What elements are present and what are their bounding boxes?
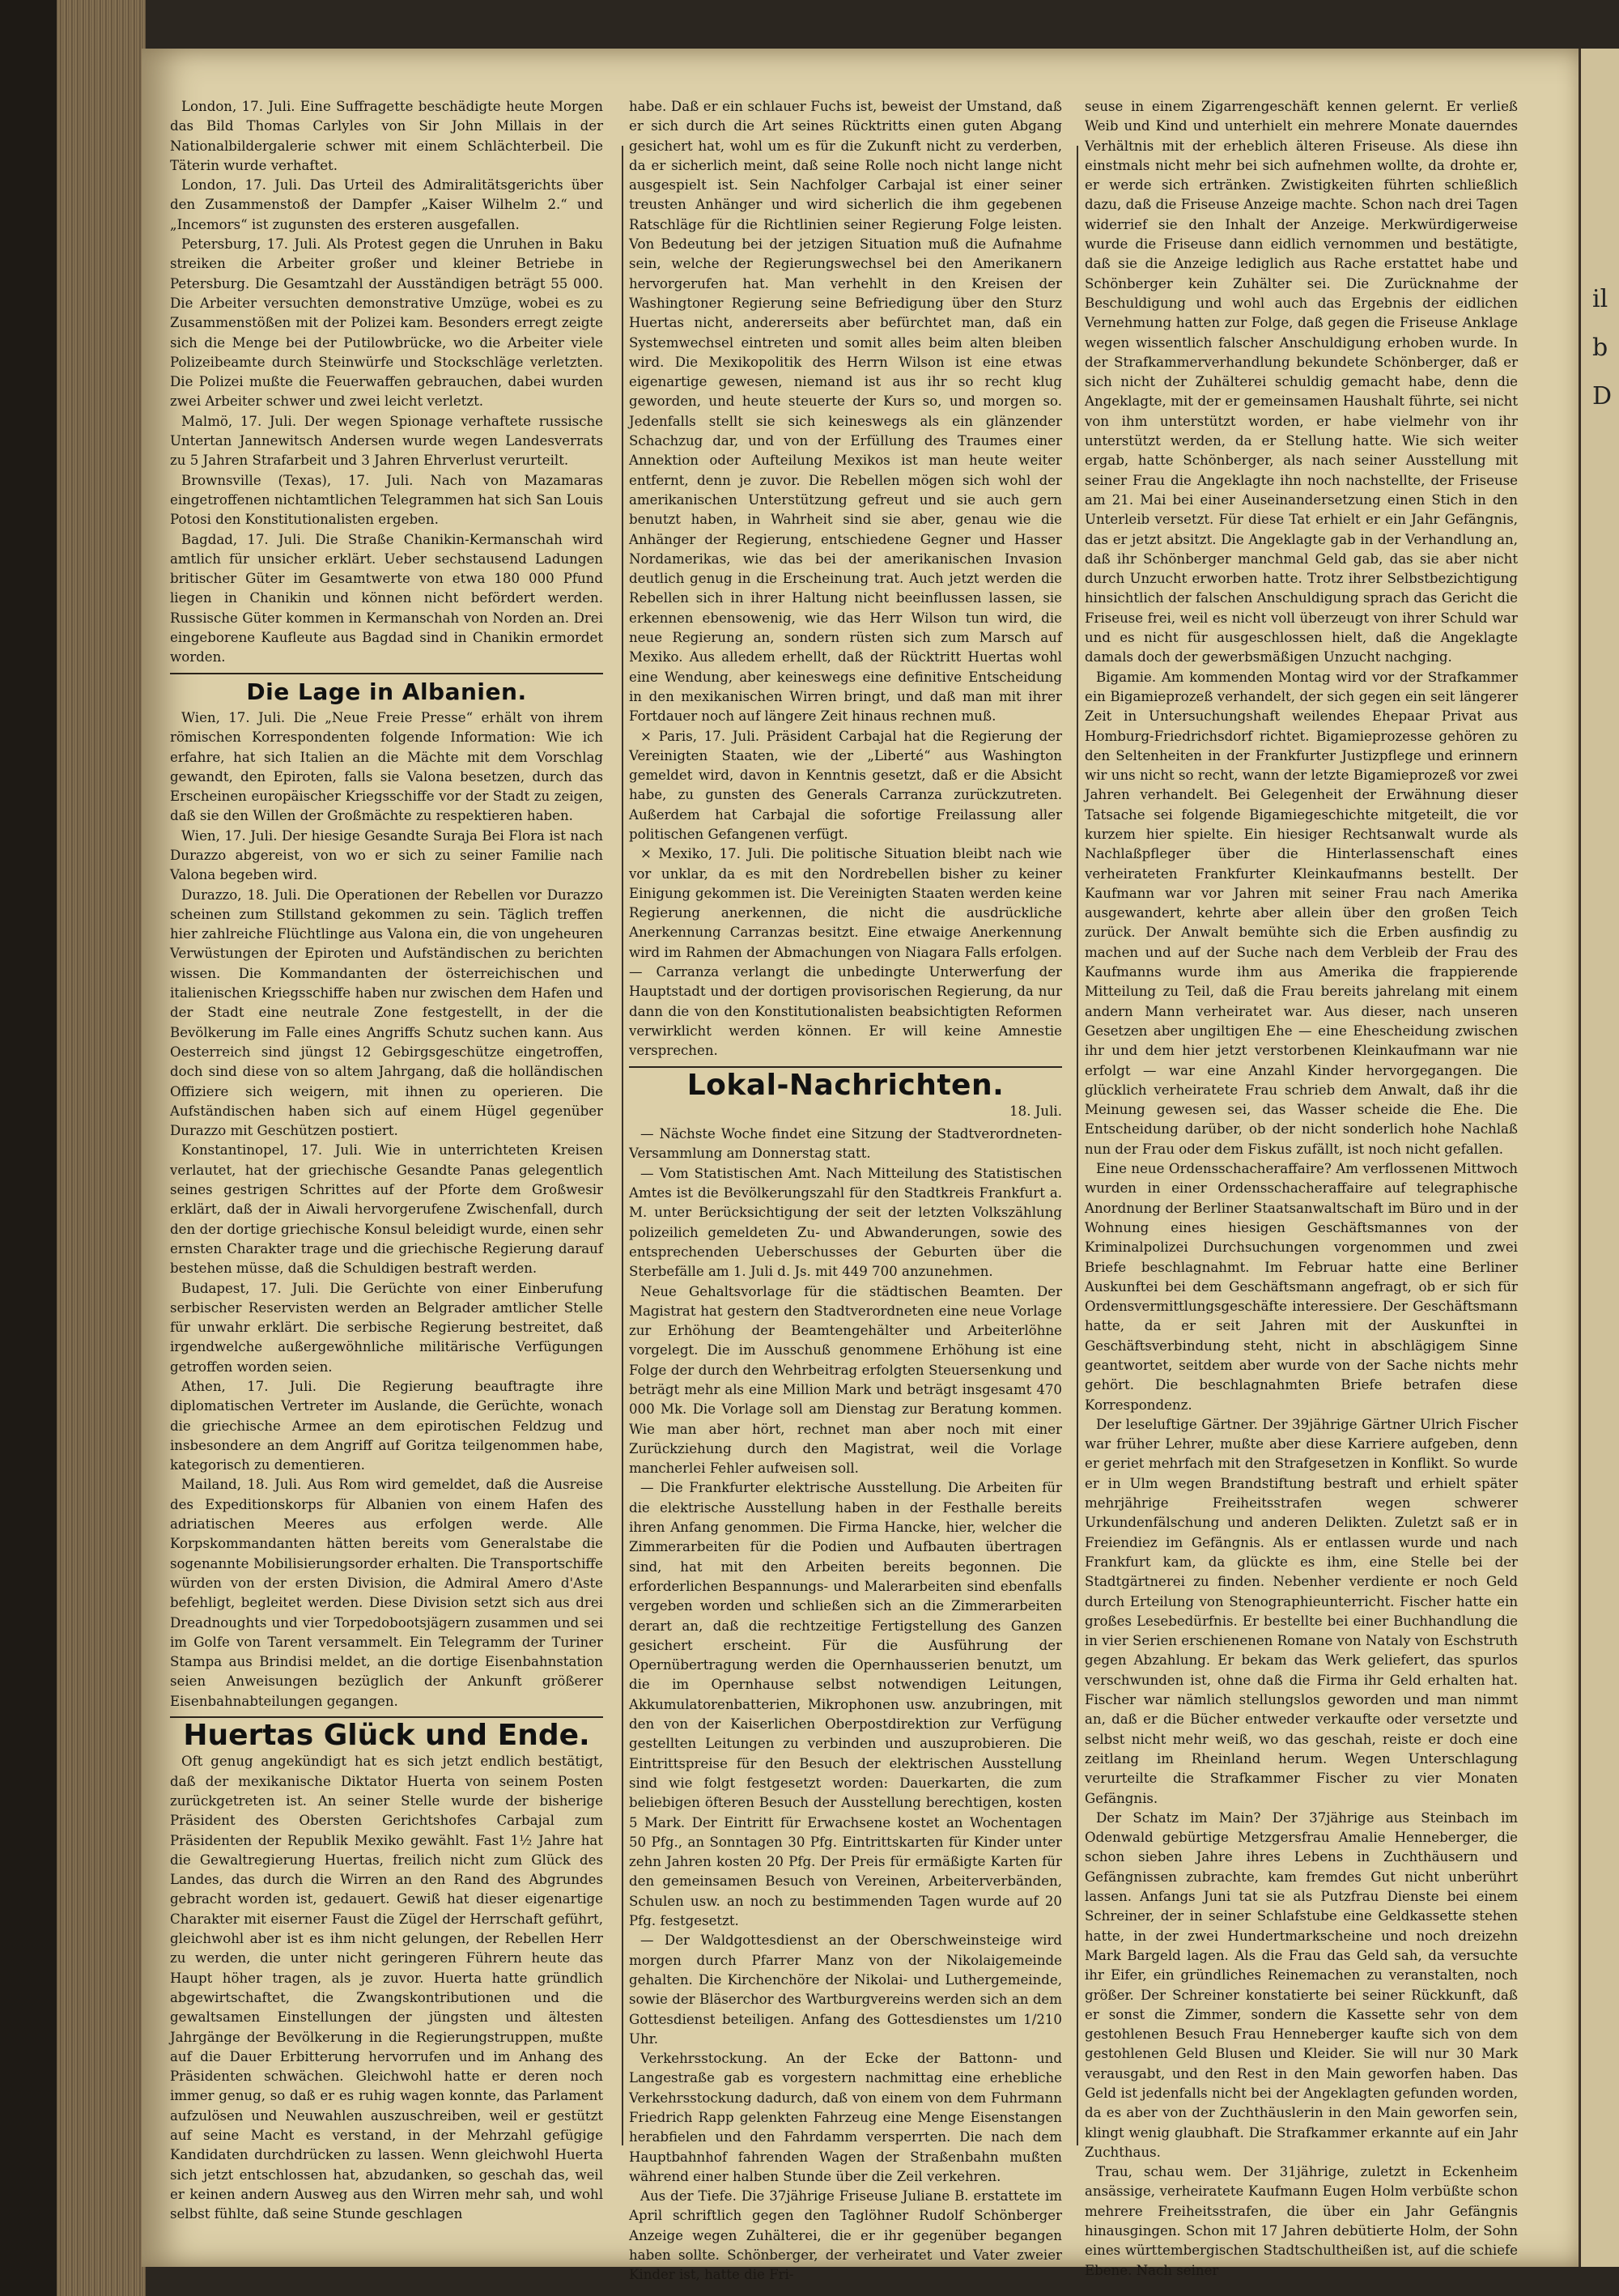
heading-lokal: Lokal-Nachrichten.	[686, 1068, 1005, 1102]
lokal-ordensschacher: Eine neue Ordensschacheraffaire? Am verflossenen Mittwoch wurden in einer Ordensschacheraffaire auf telegraphische Anordnung der Berliner Staatsanwaltschaft im Büro und in der Wohnung eines hiesigen Geschäftsmannes von der Kriminalpolizei Durchsuchungen vorgenommen und zwei Briefe beschlagnahmt. Im Februar hatte eine Berliner Auskunftei bei dem Geschäftsmann angefragt, ob er sich für Ordensvermittlungsgeschäfte interessiere. Der Geschäftsmann hatte, da er seit Jahren mit der Auskunftei in Geschäftsverbindung steht, nicht in abschlägigem Sinne geantwortet, seitdem aber wurde von der Sache nichts mehr gehört. Die beschlagnahmten Briefe betrafen diese Korrespondenz.	[1085, 1161, 1518, 1413]
news-mexiko: × Mexiko, 17. Juli. Die politische Situation bleibt nach wie vor unklar, da es mit den Nordrebellen bisher zu keiner Einigung gekommen ist. Die Vereinigten Staaten werden keine Regierung anerkennen, die nicht die ausdrückliche Anerkennung Carranzas besitzt. Eine etwaige Anerkennung wird im Rahmen der Abmachungen von Niagara Falls erfolgen. — Carranza verlangt die unbedingte Unterwerfung der Hauptstadt und der dortigen provisorischen Regierung, da nur dann die von den Konstitutionalisten beabsichtigten Reformen verwirklicht werden können. Er will keine Amnestie versprechen.	[629, 846, 1062, 1059]
albanien-durazzo: Durazzo, 18. Juli. Die Operationen der Rebellen vor Durazzo scheinen zum Stillstand gekommen zu sein. Täglich treffen hier zahlreiche Flüchtlinge aus Valona ein, die von ungeheuren Verwüstungen der Epiroten und Aufständischen zu berichten wissen. Die Kommandanten der österreichischen und italienischen Kriegsschiffe haben nur zwischen dem Hafen und der Stadt eine neutrale Zone festgestellt, in der die Bevölkerung im Falle eines Angriffs Schutz suchen kann. Aus Oesterreich sind jüngst 12 Gebirgsgeschütze eingetroffen, doch sind diese von so altem Jahrgang, daß die holländischen Offiziere sich weigern, mit ihnen zu operieren. Die Aufständischen haben sich auf einem Hügel gegenüber Durazzo mit Geschützen postiert.	[170, 887, 603, 1139]
news-paris: × Paris, 17. Juli. Präsident Carbajal hat die Regierung der Vereinigten Staaten, wie der „Liberté“ aus Washington gemeldet wird, davon in Kenntnis gesetzt, daß er die Absicht habe, zu gunsten des Generals Carranza zurückzutreten. Außerdem hat Carbajal die sofortige Freilassung aller politischen Gefangenen verfügt.	[629, 728, 1062, 842]
albanien-wien-2: Wien, 17. Juli. Der hiesige Gesandte Suraja Bei Flora ist nach Durazzo abgereist, von wo er sich zu seiner Familie nach Valona begeben wird.	[170, 827, 603, 883]
lokal-waldgottesdienst: — Der Waldgottesdienst an der Oberschweinsteige wird morgen durch Pfarrer Manz von der Nikolaigemeinde gehalten. Die Kirchenchöre der Nikolai- und Luthergemeinde, sowie der Bläserchor des Wartburgvereins werden sich an dem Gottesdienst beteiligen. Anfang des Gottesdienstes um 1/210 Uhr.	[629, 1932, 1062, 2047]
column-rule-2	[1077, 146, 1078, 2145]
heading-huerta: Huertas Glück und Ende.	[183, 1719, 590, 1753]
lokal-gaertner: Der leseluftige Gärtner. Der 39jährige Gärtner Ulrich Fischer war früher Lehrer, mußte aber diese Karriere aufgeben, denn er geriet mehrfach mit den Strafgesetzen in Konflikt. So wurde er in Ulm wegen Brandstiftung bestraft und erhielt später mehrjährige Freiheitsstrafen wegen schwerer Urkundenfälschung und anderen Delikten. Zuletzt saß er in Freiendiez im Gefängnis. Als er entlassen wurde und nach Frankfurt kam, da glückte es ihm, eine Stelle bei der Stadtgärtnerei zu finden. Nebenher verdiente er noch Geld durch Erteilung von Stenographieunterricht. Fischer hatte ein großes Lesebedürfnis. Er bestellte bei einer Buchhandlung die in vier Serien erschienenen Romane von Nataly von Eschstruth gegen Abzahlung. Er bekam das Werk geliefert, das spurlos verschwunden ist, ohne daß die Firma ihr Geld erhalten hat. Fischer war nämlich stellungslos geworden und man nimmt an, daß er die Bücher entweder verkaufte oder versetzte und selbst nicht mehr weiß, wo das geschah, reiste er doch eine zeitlang im Rheinland herum. Wegen Unterschlagung verurteilte die Strafkammer Fischer zu vier Monaten Gefängnis.	[1085, 1416, 1518, 1806]
lokal-verkehr: Verkehrsstockung. An der Ecke der Battonn- und Langestraße gab es vorgestern nachmittag eine erhebliche Verkehrsstockung dadurch, daß von einem von dem Fuhrmann Friedrich Rapp gelenkten Fahrzeug eine Menge Eisenstangen herabfielen und den Fahrdamm versperrten. Die nach dem Hauptbahnhof fahrenden Wagen der Straßenbahn mußten während einer halben Stunde über die Zeil verkehren.	[629, 2051, 1062, 2184]
news-malmoe: Malmö, 17. Juli. Der wegen Spionage verhaftete russische Untertan Jannewitsch Andersen wurde wegen Landesverrats zu 5 Jahren Strafarbeit und 3 Jahren Ehrverlust verurteilt.	[170, 413, 603, 469]
book-page-stack	[0, 0, 146, 2296]
news-london-1: London, 17. Juli. Eine Suffragette beschädigte heute Morgen das Bild Thomas Carlyles von Sir John Millais in der Nationalbildergalerie schwer mit einem Schlächterbeil. Die Täterin wurde verhaftet.	[170, 99, 603, 173]
column-1	[170, 97, 603, 2224]
lokal-sitzung: — Nächste Woche findet eine Sitzung der Stadtverordneten-Versammlung am Donnerstag statt.	[629, 1126, 1062, 1162]
news-bagdad: Bagdad, 17. Juli. Die Straße Chanikin-Kermanschah wird amtlich für unsicher erklärt. Ueber sechstausend Ladungen britischer Güter im Gesamtwerte von etwa 180 000 Pfund liegen in Chanikin und können nicht befördert werden. Russische Güter kommen in Kermanschah von Norden an. Drei eingeborene Kaufleute aus Bagdad sind in Chanikin ermordet worden.	[170, 531, 603, 665]
lokal-tiefe: Aus der Tiefe. Die 37jährige Friseuse Juliane B. erstattete im April schriftlich gegen den Taglöhner Rudolf Schönberger Anzeige wegen Zuhälterei, die er ihr gegenüber begangen haben sollte. Schönberger, der verheiratet und Vater zweier Kinder ist, hatte die Fri-	[629, 2188, 1062, 2283]
heading-albanien: Die Lage in Albanien.	[246, 678, 527, 705]
divider	[170, 673, 603, 674]
column-rule-1	[622, 146, 623, 2145]
lokal-schatz: Der Schatz im Main? Der 37jährige aus Steinbach im Odenwald gebürtige Metzgersfrau Amalie Henneberger, die schon sieben Jahre ihres Lebens in Zuchthäusern und Gefängnissen zubrachte, kam fremdes Gut nicht unberührt lassen. Anfangs Juni tat sie als Putzfrau Dienste bei einem Schreiner, der in seiner Schlafstube eine Geldkassette stehen hatte, in der zwei Hundertmarkscheine und noch dreizehn Mark Bargeld lagen. Als die Frau das Geld sah, da versuchte ihr Eifer, ein gründliches Reinemachen zu veranstalten, noch größer. Der Schreiner konstatierte bei seiner Rückkunft, daß er sonst die Zimmer, sondern die Kassette sehr von dem gestohlenen Besuch Frau Henneberger kaufte sich von dem gestohlenen Geld Blusen und Kleider. Sie will nur 30 Mark verausgabt, und den Rest in den Main geworfen haben. Das Geld ist jedenfalls nicht bei der Angeklagten gefunden worden, da es aber von der Zuchthäuslerin in den Main geworfen sein, klingt wenig glaubhaft. Die Strafkammer erkannte auf ein Jahr Zuchthaus.	[1085, 1809, 1518, 2160]
column-2	[629, 97, 1062, 2285]
adjacent-page-edge	[1579, 49, 1619, 2267]
lokal-date: 18. Juli.	[1009, 1103, 1062, 1119]
albanien-wien-1: Wien, 17. Juli. Die „Neue Freie Presse“ erhält von ihrem römischen Korrespondenten folgende Information: Wie ich erfahre, hat sich Italien an die Mächte mit dem Vorschlag gewandt, den Epiroten, falls sie Valona besetzen, durch das Erscheinen europäischer Kriegsschiffe vor der Stadt zu zeigen, daß sie den Willen der Großmächte zu respektieren haben.	[170, 709, 603, 824]
divider	[629, 1066, 1062, 1068]
news-brownsville: Brownsville (Texas), 17. Juli. Nach von Mazamaras eingetroffenen nichtamtlichen Telegrammen hat sich San Louis Potosi den Konstitutionalisten ergeben.	[170, 472, 604, 528]
lokal-trau-schau: Trau, schau wem. Der 31jährige, zuletzt in Eckenheim ansässige, verheiratete Kaufmann Eugen Holm verbüßte schon mehrere Freiheitsstrafen, die über ein Jahr Gefängnis hinausgingen. Schon mit 17 Jahren debütierte Holm, der Sohn eines württembergischen Stadtschultheißen ist, auf die schiefe Ebene. Nach seiner	[1085, 2164, 1518, 2278]
lokal-statistik: — Vom Statistischen Amt. Nach Mitteilung des Statistischen Amtes ist die Bevölkerungszahl für den Stadtkreis Frankfurt a. M. unter Berücksichtigung der seit der letzten Volkszählung polizeilich gemeldeten Zu- und Abwanderungen, sowie des entsprechenden Ueberschusses der Geburten über die Sterbefälle am 1. Juli d. Js. mit 449 700 anzunehmen.	[629, 1165, 1062, 1280]
albanien-mailand: Mailand, 18. Juli. Aus Rom wird gemeldet, daß die Ausreise des Expeditionskorps für Albanien von einem Hafen des adriatischen Meeres aus erfolgen werde. Alle Korpskommandanten hätten bereits vom Generalstabe die sogenannte Mobilisierungsorder erhalten. Die Transportschiffe würden von der ersten Division, die Admiral Amero d'Aste befehligt, begleitet werden. Diese Division setzt sich aus drei Dreadnoughts und vier Torpedobootsjägern zusammen und sei im Golfe von Tarent versammelt. Ein Telegramm der Turiner Stampa aus Brindisi meldet, an die dortige Eisenbahnstation seien Anweisungen bezüglich der Ankunft größerer Eisenbahnabteilungen gegangen.	[170, 1477, 603, 1709]
news-petersburg: Petersburg, 17. Juli. Als Protest gegen die Unruhen in Baku streiken die Arbeiter großer und kleiner Betriebe in Petersburg. Die Gesamtzahl der Ausständigen beträgt 55 000. Die Arbeiter versuchten demonstrative Umzüge, wobei es zu Zusammenstößen mit der Polizei kam. Besonders erregt zeigte sich die Menge bei der Putilowbrücke, wo die Arbeiter viele Polizeibeamte durch Steinwürfe und Stockschläge verletzten. Die Polizei mußte die Feuerwaffen gebrauchen, dabei wurden zwei Arbeiter schwer und zwei leicht verletzt.	[170, 236, 603, 410]
albanien-konstantinopel: Konstantinopel, 17. Juli. Wie in unterrichteten Kreisen verlautet, hat der griechische Gesandte Panas gelegentlich seines gestrigen Schrittes auf der Pforte dem Großwesir erklärt, daß der in Aiwali hervorgerufene Zwischenfall, durch den der dortige griechische Konsul beleidigt wurde, einen sehr ernsten Charakter trage und die griechische Regierung darauf bestehen müsse, daß die Schuldigen bestraft werden.	[170, 1142, 603, 1277]
albanien-athen: Athen, 17. Juli. Die Regierung beauftragte ihre diplomatischen Vertreter im Auslande, die Gerüchte, wonach die griechische Armee an dem epirotischen Feldzug und insbesondere an dem Angriff auf Goritza teilgenommen habe, kategorisch zu dementieren.	[170, 1379, 603, 1473]
column-3	[1085, 97, 1518, 2281]
tiefe-continued: seuse in einem Zigarrengeschäft kennen gelernt. Er verließ Weib und Kind und unterhielt ein mehrere Monate dauerndes Verhältnis mit der erheblich älteren Friseuse. Als diese ihn einstmals nicht mehr bei sich aufnehmen wollte, da drohte er, er werde sich ertränken. Zwistigkeiten führten schließlich dazu, daß die Friseuse Anzeige machte. Schon nach drei Tagen widerrief sie den Inhalt der Anzeige. Merkwürdigerweise wurde die Friseuse dann eidlich vernommen und bestätigte, daß sie die Anzeige lediglich aus Rache erstattet habe und Schönberger kein Zuhälter sei. Die Zurücknahme der Beschuldigung und wohl auch das Ergebnis der eidlichen Vernehmung hatten zur Folge, daß gegen die Friseuse Anklage wegen wissentlich falscher Anschuldigung erhoben wurde. In der Strafkammerverhandlung bekundete Schönberger, daß er sich nicht der Zuhälterei schuldig gemacht habe, denn die Angeklagte, mit der er gemeinsamen Haushalt führte, sei nicht von ihm unterstützt worden, er habe vielmehr von ihr unterstützt werden, da er Stellung hatte. Wie sich weiter ergab, hatte Schönberger, als nach seiner Ausstellung mit seiner Frau die Angeklagte ihn noch nachstellte, der Friseuse am 21. Mai bei einer Auseinandersetzung einen Stich in den Unterleib versetzt. Für diese Tat erhielt er ein Jahr Gefängnis, das er jetzt absitzt. Die Angeklagte gab in der Verhandlung an, daß ihr Schönberger manchmal Geld gab, das sie aber nicht durch Unzucht erworben hatte. Trotz ihrer Selbstbezichtigung hinsichtlich der falschen Anschuldigung sprach das Gericht die Friseuse frei, weil es nicht voll überzeugt von ihrer Schuld war und es nicht für ausgeschlossen hielt, daß die Angeklagte damals doch der gewerbsmäßigen Unzucht nachging.	[1085, 99, 1518, 665]
huerta-continued: habe. Daß er ein schlauer Fuchs ist, beweist der Umstand, daß er sich durch die Art seines Rücktritts einen guten Abgang gesichert hat, wohl um es für die Zukunft nicht zu verderben, da er sicherlich meint, daß seine Rolle noch nicht lange nicht ausgespielt ist. Sein Nachfolger Carbajal ist einer seiner treusten Anhänger und wird sicherlich die ihm gegebenen Ratschläge für die Richtlinien seiner Regierung Folge leisten. Von Bedeutung bei der jetzigen Situation muß die Aufnahme sein, welche der Regierungswechsel bei den Amerikanern hervorgerufen hat. Man verhehlt in den Kreisen der Washingtoner Regierung seine Befriedigung über den Sturz Huertas nicht, andererseits aber befürchtet man, daß ein Systemwechsel eintreten und somit alles beim alten bleiben wird. Die Mexikopolitik des Herrn Wilson ist eine etwas eigenartige gewesen, niemand ist aus ihr so recht klug geworden, und heute steuerte der Kurs so, und morgen so. Jedenfalls stellt sie sich keineswegs als ein glänzender Schachzug dar, und von der Erfüllung des Traumes einer Annektion oder Aufteilung Mexikos ist man heute weiter entfernt, denn je zuvor. Die Rebellen mögen sich wohl der amerikanischen Unterstützung gefreut und sie auch gern benutzt haben, in Wahrheit sind sie aber, genau wie die Anhänger der Regierung, entschiedene Gegner und Hasser Nordamerikas, wie das bei der amerikanischen Invasion deutlich genug in die Erscheinung trat. Auch jetzt werden die Rebellen sich in ihrer Haltung nicht beeinflussen lassen, sie erkennen ebensowenig, wie das Herr Wilson tun wird, die neue Regierung an, sondern rüsten sich zum Marsch auf Mexiko. Aus alledem erhellt, daß der Rücktritt Huertas wohl eine Wendung, aber keineswegs eine definitive Entscheidung in den mexikanischen Wirren bringt, und daß man mit ihrer Fortdauer noch auf längere Zeit hinaus rechnen muß.	[629, 99, 1062, 725]
albanien-budapest: Budapest, 17. Juli. Die Gerüchte von einer Einberufung serbischer Reservisten werden an Belgrader amtlicher Stelle für unwahr erklärt. Die serbische Regierung bestreitet, daß irgendwelche außergewöhnliche militärische Verfügungen getroffen worden seien.	[170, 1280, 603, 1375]
lokal-ausstellung: — Die Frankfurter elektrische Ausstellung. Die Arbeiten für die elektrische Ausstellung haben in der Festhalle bereits ihren Anfang genommen. Die Firma Hancke, hier, welcher die Zimmerarbeiten für die Podien und Aufbauten übertragen sind, hat mit den Arbeiten bereits begonnen. Die erforderlichen Bespannungs- und Malerarbeiten sind ebenfalls vergeben worden und schließen sich an die Zimmerarbeiten derart an, daß die rechtzeitige Fertigstellung des Ganzen gesichert erscheint. Für die Ausführung der Opernübertragung werden die Opernhausserien benutzt, um die im Opernhause selbst notwendigen Leitungen, Akkumulatorenbatterien, Mikrophonen usw. anzubringen, mit den von der Kaiserlichen Oberpostdirektion zur Verfügung gestellten Leitungen zu verbinden und auszuprobieren. Die Eintrittspreise für den Besuch der elektrischen Ausstellung sind wie folgt festgesetzt worden: Dauerkarten, die zum beliebigen öfteren Besuch der Ausstellung berechtigen, kosten 5 Mark. Der Eintritt für Erwachsene kostet an Wochentagen 50 Pfg., an Sonntagen 30 Pfg. Eintrittskarten für Kinder unter zehn Jahren kosten 20 Pfg. Der Preis für ermäßigte Karten für den gemeinsamen Besuch von Vereinen, Arbeiterverbänden, Schulen usw. an noch zu bestimmenden Tagen wurde auf 20 Pfg. festgesetzt.	[629, 1480, 1062, 1929]
lokal-bigamie: Bigamie. Am kommenden Montag wird vor der Strafkammer ein Bigamieprozeß verhandelt, der sich gegen ein seit längerer Zeit in Untersuchungshaft weilendes Ehepaar Privat aus Homburg-Friedrichsdorf richtet. Bigamieprozesse gehören zu den Seltenheiten in der Frankfurter Justizpflege und erinnern wir uns nicht so recht, wann der letzte Bigamieprozeß vor zwei Jahren verhandelt. Bei Gelegenheit der Erwähnung dieser Tatsache sei folgende Bigamiegeschichte mitgeteilt, die vor kurzem hier spielte. Ein hiesiger Rechtsanwalt wurde als Nachlaßpfleger über die Hinterlassenschaft eines verheirateten Frankfurter Kleinkaufmanns bestellt. Der Kaufmann war vor Jahren mit seiner Frau nach Amerika ausgewandert, kehrte aber allein über den großen Teich zurück. Der Anwalt bemühte sich die Erben ausfindig zu machen und auf der Suche nach dem Verbleib der Frau des Kaufmanns wurde ihm aus Amerika die frappierende Mitteilung zu Teil, daß die Frau bereits jahrelang mit einem andern Mann verheiratet war. Aus dieser, nach unseren Gesetzen aber ungiltigen Ehe — eine Ehescheidung zwischen ihr und dem hier jetzt verstorbenen Kleinkaufmann war nie erfolgt — war eine Anzahl Kinder hervorgegangen. Die glücklich verheiratete Frau schrieb dem Anwalt, daß ihr die Meinung gewesen sei, das Wasser scheide die Ehe. Die Entscheidung darüber, ob der nicht sonderlich hohe Nachlaß nun der Frau oder dem Fiskus zufällt, ist noch nicht gefallen.	[1085, 669, 1518, 1157]
divider	[170, 1716, 603, 1718]
news-london-2: London, 17. Juli. Das Urteil des Admiralitätsgerichts über den Zusammenstoß der Dampfer „Kaiser Wilhelm 2.“ und „Incemors“ ist zugunsten des ersteren ausgefallen.	[170, 177, 603, 232]
lokal-gehalt: Neue Gehaltsvorlage für die städtischen Beamten. Der Magistrat hat gestern den Stadtverordneten eine neue Vorlage zur Erhöhung der Beamtengehälter und Arbeiterlöhne vorgelegt. Die im Ausschuß genommene Erhöhung ist eine Folge der durch den Wehrbeitrag erfolgten Steuersenkung und beträgt mehr als eine Million Mark und beträgt insgesamt 470 000 Mk. Die Vorlage soll am Dienstag zur Beratung kommen. Wie man aber hört, rechnet man aber noch mit einer Zurückziehung durch den Magistrat, weil die Vorlage mancherlei Fehler aufweisen soll.	[629, 1283, 1062, 1477]
huerta-article: Oft genug angekündigt hat es sich jetzt endlich bestätigt, daß der mexikanische Diktator Huerta von seinem Posten zurückgetreten ist. An seiner Stelle wurde der bisherige Präsident des Obersten Gerichtshofes Carbajal zum Präsidenten der Republik Mexiko gewählt. Fast 1½ Jahre hat die Gewaltregierung Huertas, freilich nicht zum Glück des Landes, das durch die Wirren an den Rand des Abgrundes gebracht worden ist, gedauert. Gewiß hat dieser eigenartige Charakter mit eiserner Faust die Zügel der Herrschaft geführt, gleichwohl aber ist es ihm nicht gelungen, der Rebellen Herr zu werden, die unter nicht geringeren Führern heute das Haupt höher tragen, als je zuvor. Huerta hatte gründlich abgewirtschaftet, die Zwangskontributionen und die gewaltsamen Einstellungen der jüngsten und ältesten Jahrgänge der Bevölkerung in die Regierungstruppen, mußte auf die Dauer Erbitterung hervorrufen und im Anhang des Präsidenten schwächen. Gleichwohl hatte er deren noch immer genug, so daß er es ruhig wagen konnte, das Parlament aufzulösen und Neuwahlen auszuschreiben, weil er gestützt auf seine Macht es verstand, in der Mehrzahl gefügige Kandidaten durchdrücken zu lassen. Wenn gleichwohl Huerta sich jetzt entschlossen hat, abzudanken, so geschah das, weil er keinen andern Ausweg aus den Wirren mehr sah, und wohl selbst fühlte, daß seine Stunde geschlagen	[170, 1754, 603, 2222]
adjacent-page-fragment: il b D	[1592, 285, 1613, 410]
